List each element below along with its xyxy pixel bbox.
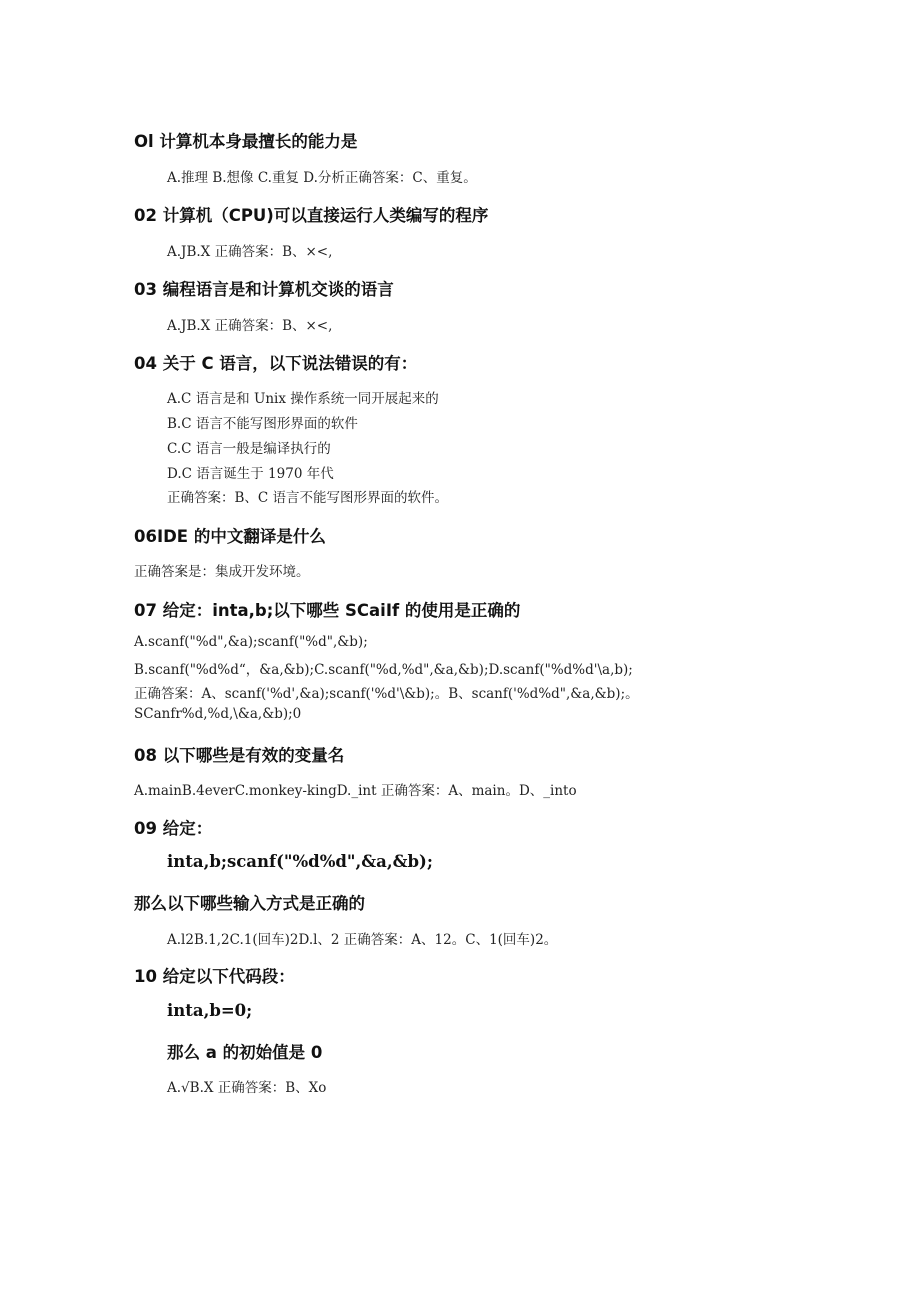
question-title: 03 编程语言是和计算机交谈的语言: [134, 280, 394, 299]
answer-line: A.JB.X 正确答案：B、×<,: [167, 244, 333, 260]
code-snippet: inta,b;scanf("%d%d",&a,&b);: [167, 852, 433, 871]
answer-line: 正确答案：A、scanf('%d',&a);scanf('%d'\&b);。B、scanf('%d%d",&a,&b);。: [134, 686, 639, 702]
answer-line: A.JB.X 正确答案：B、×<,: [167, 318, 333, 334]
code-snippet: inta,b=0;: [167, 1001, 253, 1020]
question-title: 08 以下哪些是有效的变量名: [134, 746, 345, 765]
question-title: 09 给定：: [134, 819, 213, 838]
question-title: 06IDE 的中文翻译是什么: [134, 527, 326, 546]
option-line: B.scanf("%d%d“，&a,&b);C.scanf("%d,%d",&a,&b);D.scanf("%d%d'\a,b);: [134, 662, 633, 678]
answer-line: A.推理 B.想像 C.重复 D.分析正确答案：C、重复。: [167, 170, 477, 186]
answer-line: 正确答案：B、C 语言不能写图形界面的软件。: [167, 490, 449, 506]
option-line: A.scanf("%d",&a);scanf("%d",&b);: [134, 634, 368, 650]
option-line: D.C 语言诞生于 1970 年代: [167, 466, 334, 482]
question-title: 04 关于 C 语言，以下说法错误的有：: [134, 354, 418, 373]
option-line: C.C 语言一般是编译执行的: [167, 441, 331, 457]
option-line: B.C 语言不能写图形界面的软件: [167, 416, 358, 432]
answer-line: A.l2B.1,2C.1(回车)2D.l、2 正确答案：A、12。C、1(回车)2。: [167, 932, 558, 948]
answer-line: 正确答案是：集成开发环境。: [134, 564, 310, 580]
question-subtitle: 那么 a 的初始值是 0: [167, 1043, 323, 1062]
answer-line: A.√B.X 正确答案：B、Xo: [167, 1080, 327, 1096]
question-subtitle: 那么以下哪些输入方式是正确的: [134, 894, 365, 913]
question-title: 10 给定以下代码段：: [134, 967, 295, 986]
question-title: 07 给定：inta,b;以下哪些 SCaiIf 的使用是正确的: [134, 601, 521, 620]
question-title: 02 计算机（CPU)可以直接运行人类编写的程序: [134, 206, 489, 225]
question-title: Ol 计算机本身最擅长的能力是: [134, 132, 358, 151]
answer-line: SCanfr%d,%d,\&a,&b);0: [134, 706, 302, 722]
answer-line: A.mainB.4everC.monkey-kingD._int 正确答案：A、main。D、_into: [134, 783, 577, 799]
option-line: A.C 语言是和 Unix 操作系统一同开展起来的: [167, 391, 439, 407]
